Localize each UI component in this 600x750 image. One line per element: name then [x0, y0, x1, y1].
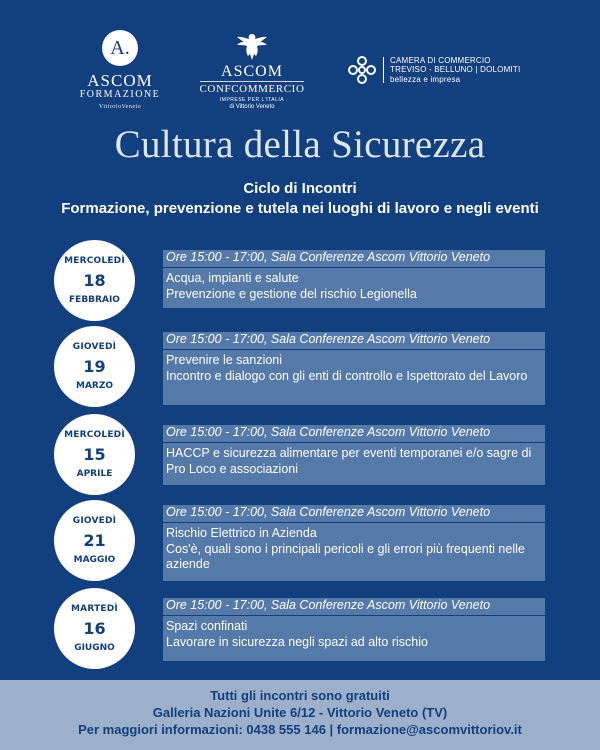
- footer-contact: Per maggiori informazioni: 0438 555 146 | formazione@ascomvittoriov.it: [78, 722, 522, 737]
- event-day: 19: [83, 357, 106, 376]
- event-topic: Spazi confinati: [166, 619, 248, 633]
- event-month: APRILE: [76, 469, 113, 479]
- ascom-formazione-line1: ASCOM: [87, 71, 153, 90]
- event-weekday: GIOVEDÌ: [72, 516, 117, 526]
- event-info-box: [163, 425, 545, 485]
- event-topic: Rischio Elettrico in Azienda: [166, 526, 317, 540]
- date-badge: [54, 414, 135, 495]
- confcommercio-line2: CONFCOMMERCIO: [199, 83, 305, 95]
- event-detail: Cos'è, quali sono i principali pericoli e gli errori più frequenti nelle aziende: [166, 541, 525, 571]
- date-badge: [54, 240, 135, 321]
- event-weekday: MERCOLEDÌ: [64, 256, 125, 266]
- footer: [0, 680, 600, 750]
- event-info-box: [163, 598, 545, 661]
- eagle-icon: [234, 32, 270, 62]
- event-info-box: [163, 505, 545, 581]
- footer-address: Galleria Nazioni Unite 6/12 - Vittorio Veneto (TV): [152, 705, 448, 720]
- event-month: MAGGIO: [73, 555, 116, 565]
- event-month: FEBBRAIO: [69, 295, 120, 305]
- camera-divider: [383, 57, 384, 83]
- event-month: MARZO: [75, 381, 114, 391]
- date-badge: [54, 500, 135, 581]
- event-time: Ore 15:00 - 17:00, Sala Conferenze Ascom Vittorio Veneto: [163, 425, 545, 443]
- event-weekday: MARTEDÌ: [71, 604, 118, 614]
- event-month: GIUGNO: [74, 643, 115, 653]
- camera-commercio-logo: [347, 55, 520, 85]
- event-topic: Acqua, impianti e salute: [166, 271, 299, 285]
- event-topic: Prevenire le sanzioni: [166, 353, 283, 367]
- event-time: Ore 15:00 - 17:00, Sala Conferenze Ascom Vittorio Veneto: [163, 505, 545, 523]
- event-time: Ore 15:00 - 17:00, Sala Conferenze Ascom Vittorio Veneto: [163, 598, 545, 616]
- footer-free-note: Tutti gli incontri sono gratuiti: [210, 688, 390, 703]
- event-info-box: [163, 250, 545, 308]
- confcommercio-line1: ASCOM: [221, 63, 283, 80]
- confcommercio-line3: IMPRESE PER L'ITALIA: [219, 97, 285, 103]
- event-day: 18: [83, 271, 106, 290]
- ascom-badge-icon: A.: [102, 30, 138, 66]
- confcommercio-logo: [192, 32, 312, 110]
- camera-line3: bellezza e impresa: [390, 74, 461, 84]
- page-title: Cultura della Sicurezza: [114, 123, 486, 166]
- date-badge: [54, 326, 135, 407]
- event-day: 15: [83, 445, 106, 464]
- camera-line2: TREVISO - BELLUNO | DOLOMITI: [390, 65, 521, 75]
- ascom-formazione-line2: FORMAZIONE: [79, 89, 161, 100]
- confcommercio-line4: di Vittorio Veneto: [229, 104, 275, 110]
- knot-icon: [347, 55, 377, 85]
- event-weekday: MERCOLEDÌ: [64, 430, 125, 440]
- subtitle: [0, 179, 600, 219]
- event-day: 21: [83, 531, 106, 550]
- event-time: Ore 15:00 - 17:00, Sala Conferenze Ascom Vittorio Veneto: [163, 332, 545, 350]
- event-weekday: GIOVEDÌ: [72, 342, 117, 352]
- event-detail: Incontro e dialogo con gli enti di controllo e Ispettorato del Lavoro: [166, 368, 528, 383]
- ascom-formazione-logo: [78, 30, 162, 110]
- event-detail: Lavorare in sicurezza negli spazi ad alto rischio: [166, 634, 428, 649]
- event-detail: Prevenzione e gestione del rischio Legionella: [166, 286, 417, 301]
- ascom-formazione-line3: VittorioVeneto: [98, 104, 142, 110]
- confcommercio-rule: [200, 81, 304, 82]
- event-info-box: [163, 332, 545, 405]
- subtitle-line1: Ciclo di Incontri: [243, 180, 357, 197]
- event-day: 16: [83, 619, 106, 638]
- camera-line1: CAMERA DI COMMERCIO: [390, 55, 491, 65]
- event-topic: HACCP e sicurezza alimentare per eventi temporanei e/o sagre di Pro Loco e associazioni: [166, 446, 532, 476]
- event-time: Ore 15:00 - 17:00, Sala Conferenze Ascom Vittorio Veneto: [163, 250, 545, 268]
- subtitle-line2: Formazione, prevenzione e tutela nei luoghi di lavoro e negli eventi: [61, 200, 539, 217]
- date-badge: [54, 588, 135, 669]
